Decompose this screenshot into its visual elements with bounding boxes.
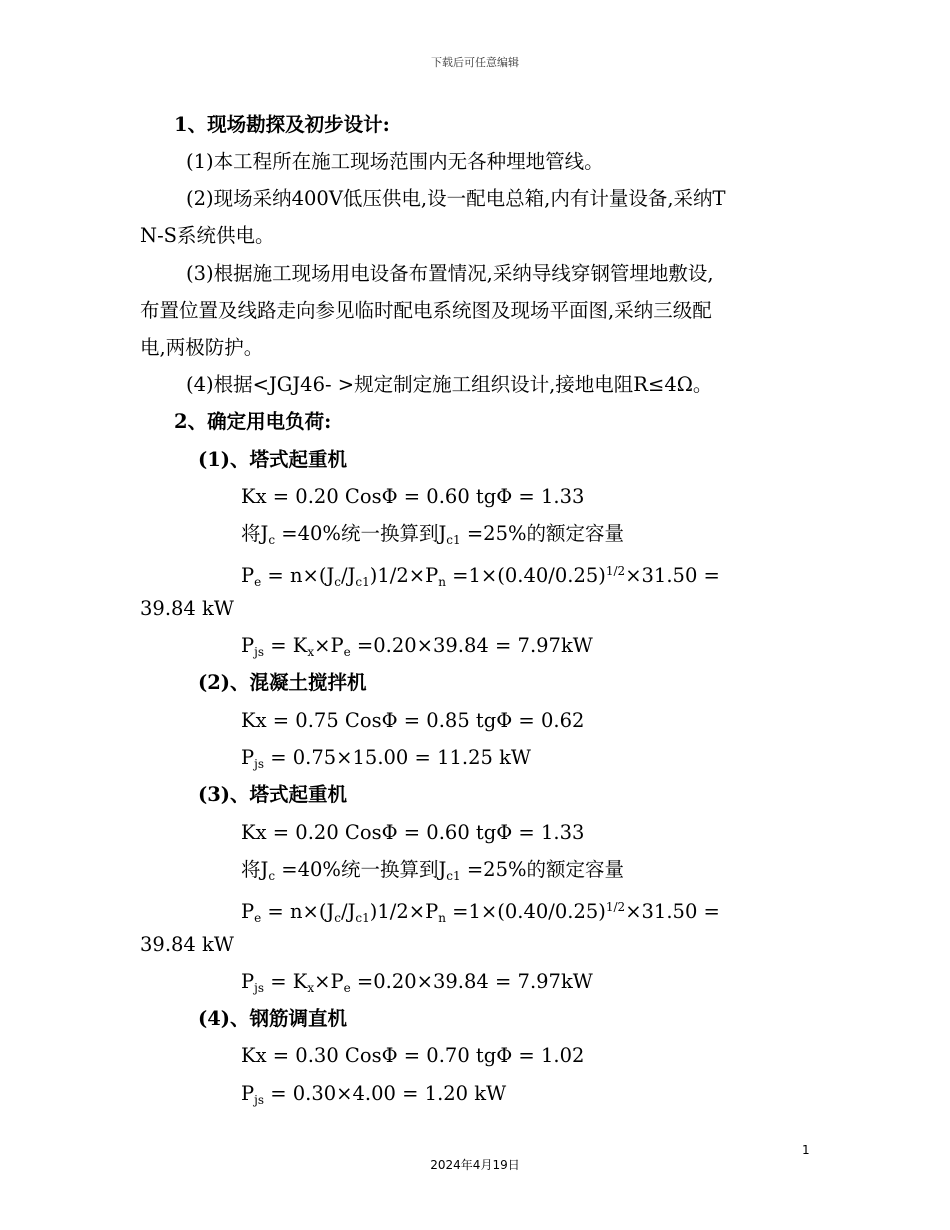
item-1-conversion: 将$J_c =40\%$统一换算到$J_{c1} =25\%$的额定容量 <box>241 522 625 547</box>
item-1-pjs-formula: $P_{js} = K_x\times P_e =0.20\times 39.84 = 7.97kW$ <box>241 634 593 659</box>
footer-date: 2024年4月19日 <box>430 1158 520 1172</box>
item-2-coefficients: Kx = 0.75 CosΦ = 0.85 tgΦ = 0.62 <box>241 709 585 732</box>
paragraph-1: (1)本工程所在施工现场范围内无各种埋地管线。 <box>186 150 604 173</box>
item-3-heading: (3)、塔式起重机 <box>198 783 348 806</box>
paragraph-3-line-3: 电,两极防护。 <box>140 336 264 359</box>
paragraph-2-line-1: (2)现场采纳400V低压供电,设一配电总箱,内有计量设备,采纳T <box>186 187 726 210</box>
paragraph-2-line-2: N-S系统供电。 <box>140 224 275 247</box>
item-1-pe-result: 39.84 kW <box>140 597 234 620</box>
paragraph-3-line-2: 布置位置及线路走向参见临时配电系统图及现场平面图,采纳三级配 <box>140 299 712 322</box>
page-number: 1 <box>802 1143 810 1157</box>
item-1-pe-formula: $P_e = n\times(J_c/J_{c1})1/2\times P_n =1\times(0.40/0.25)^{1/2}\times 31.50$ = <box>241 564 720 589</box>
section-1-title: 1、现场勘探及初步设计: <box>174 113 390 136</box>
item-1-coefficients: Kx = 0.20 CosΦ = 0.60 tgΦ = 1.33 <box>241 485 585 508</box>
paragraph-3-line-1: (3)根据施工现场用电设备布置情况,采纳导线穿钢管埋地敷设, <box>186 262 714 285</box>
section-2-title: 2、确定用电负荷: <box>174 410 332 433</box>
item-3-pe-result: 39.84 kW <box>140 933 234 956</box>
item-3-pe-formula: $P_e = n\times(J_c/J_{c1})1/2\times P_n =1\times(0.40/0.25)^{1/2}\times 31.50$ = <box>241 900 720 925</box>
item-3-conversion: 将$J_c =40\%$统一换算到$J_{c1} =25\%$的额定容量 <box>241 858 625 883</box>
item-4-coefficients: Kx = 0.30 CosΦ = 0.70 tgΦ = 1.02 <box>241 1044 585 1067</box>
item-1-heading: (1)、塔式起重机 <box>198 448 348 471</box>
item-2-heading: (2)、混凝土搅拌机 <box>198 671 367 694</box>
item-3-coefficients: Kx = 0.20 CosΦ = 0.60 tgΦ = 1.33 <box>241 821 585 844</box>
paragraph-4: (4)根据<JGJ46- >规定制定施工组织设计,接地电阻R≤4Ω。 <box>186 373 713 396</box>
item-4-pjs-formula: $P_{js} = 0.30\times 4.00 = 1.20$ kW <box>241 1082 507 1107</box>
item-4-heading: (4)、钢筋调直机 <box>198 1007 348 1030</box>
page-header: 下载后可任意编辑 <box>431 56 519 69</box>
item-2-pjs-formula: $P_{js} = 0.75\times 15.00 = 11.25$ kW <box>241 746 531 771</box>
item-3-pjs-formula: $P_{js} = K_x\times P_e =0.20\times 39.84 = 7.97kW$ <box>241 970 593 995</box>
